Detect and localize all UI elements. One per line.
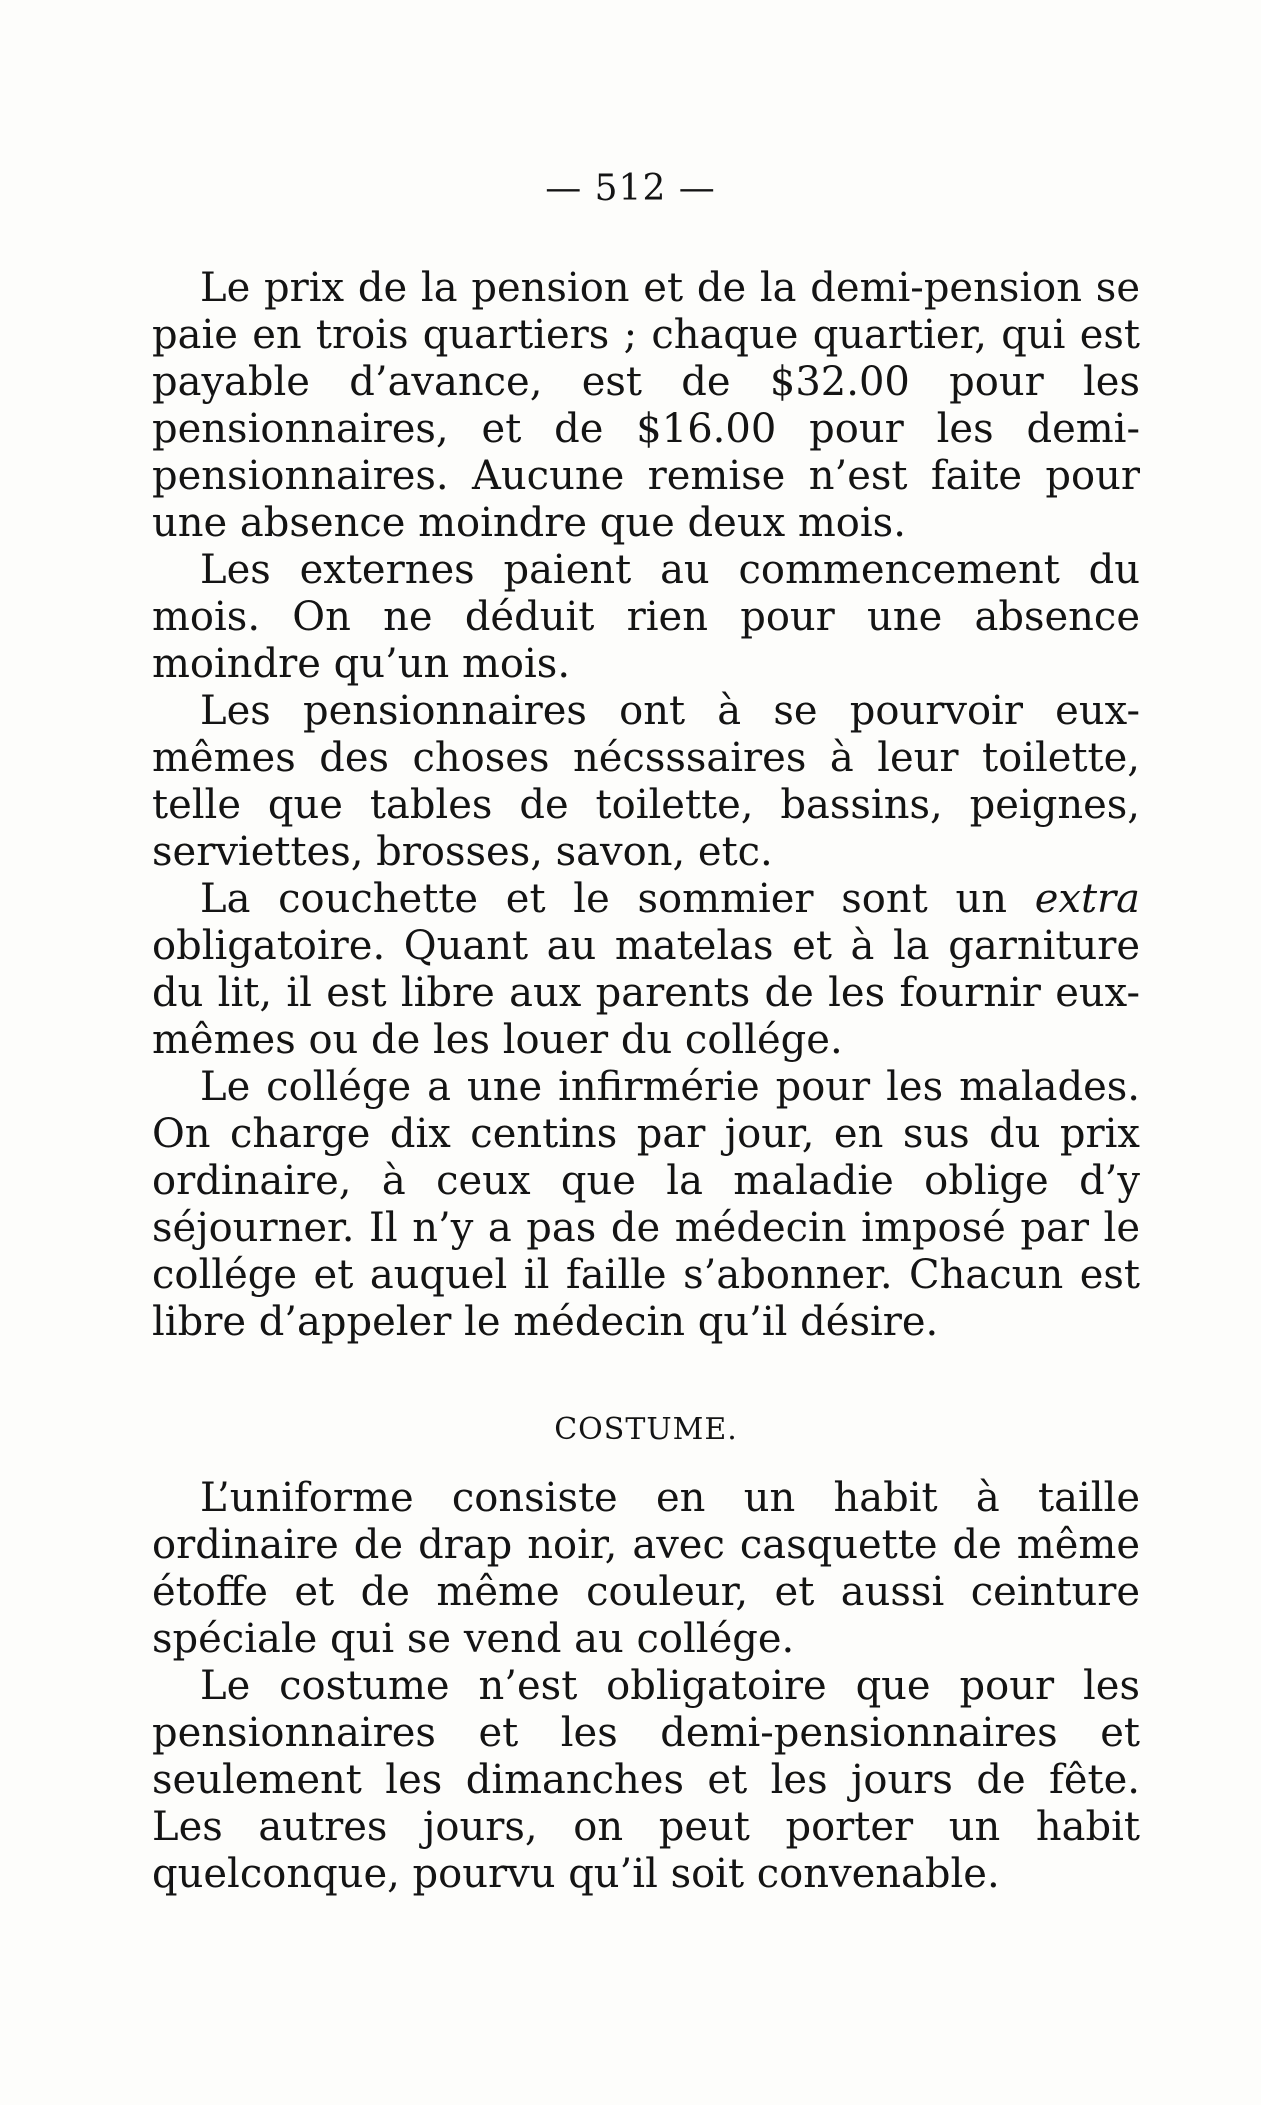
paragraph-infirmerie: Le collége a une infirmérie pour les malades. On charge dix centins par jour, en sus du prix ordinaire, à ceux que la maladie oblige d’y séjourner. Il n’y a pas de médecin imposé par le collége et auquel il faille s’abonner. Chacun est libre d’appeler le médecin qu’il désire. bbox=[152, 1064, 1140, 1345]
paragraph-externes: Les externes paient au commencement du mois. On ne déduit rien pour une absence moindre qu’un mois. bbox=[152, 547, 1140, 687]
paragraph-couchette bbox=[152, 876, 1140, 1064]
page-number: — 512 — bbox=[545, 168, 716, 209]
paragraph-pension-fees: Le prix de la pension et de la demi-pension se paie en trois quartiers ; chaque quartier, qui est payable d’avance, est de $32.00 pour les pensionnaires, et de $16.00 pour les demi-pensionnaires. Aucune remise n’est faite pour une absence moindre que deux mois. bbox=[152, 265, 1140, 546]
couchette-text-end: obligatoire. Quant au matelas et à la garniture du lit, il est libre aux parents de les fournir eux-mêmes ou de les louer du collége. bbox=[152, 923, 1140, 1063]
paragraph-costume-obligatoire: Le costume n’est obligatoire que pour les pensionnaires et les demi-pensionnaires et seulement les dimanches et les jours de fête. Les autres jours, on peut porter un habit quelconque, pourvu qu’il soit convenable. bbox=[152, 1663, 1140, 1897]
body-text bbox=[152, 265, 1140, 1898]
paragraph-uniforme: L’uniforme consiste en un habit à taille ordinaire de drap noir, avec casquette de même étoffe et de même couleur, et aussi ceinture spéciale qui se vend au collége. bbox=[152, 1475, 1140, 1662]
couchette-text-start: La couchette et le sommier sont un bbox=[200, 876, 1035, 922]
extra-italic-word: extra bbox=[1034, 876, 1140, 922]
section-title-costume: COSTUME. bbox=[554, 1412, 738, 1447]
paragraph-toilette: Les pensionnaires ont à se pourvoir eux-mêmes des choses nécsssaires à leur toilette, telle que tables de toilette, bassins, peignes, serviettes, brosses, savon, etc. bbox=[152, 688, 1140, 875]
